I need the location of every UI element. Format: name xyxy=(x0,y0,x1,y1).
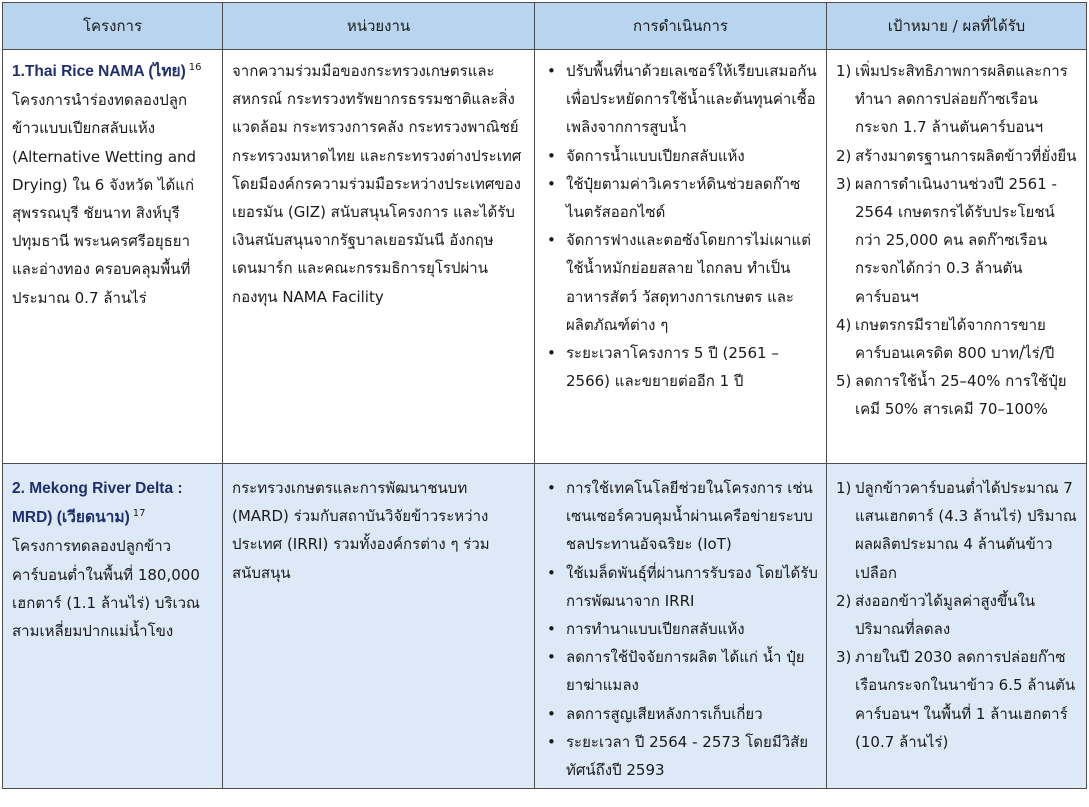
item-text: ผลการดำเนินงานช่วงปี 2561 - 2564 เกษตรกรได้รับประโยชน์กว่า 25,000 คน ลดก๊าซเรือนกระจกได้กว่า 0.3 ล้านตันคาร์บอนฯ xyxy=(855,174,1057,306)
item-text: ลดการใช้น้ำ 25–40% การใช้ปุ๋ยเคมี 50% สารเคมี 70–100% xyxy=(855,372,1067,419)
actions-list xyxy=(544,57,818,395)
item-text: ปลูกข้าวคาร์บอนต่ำได้ประมาณ 7 แสนเฮกตาร์ (4.3 ล้านไร่) ปริมาณผลผลิตประมาณ 4 ล้านตันข้าวเปลือก xyxy=(855,479,1077,582)
list-item: • จัดการฟางและตอซังโดยการไม่เผาแต่ใช้น้ำหมักย่อยสลาย ไถกลบ ทำเป็นอาหารสัตว์ วัสดุทางการเกษตร และผลิตภัณฑ์ต่าง ๆ xyxy=(544,226,818,339)
actions-cell xyxy=(535,464,827,789)
project-title: 2. Mekong River Delta : MRD) (เวียดนาม) xyxy=(12,480,183,527)
list-item: • ใช้ปุ๋ยตามค่าวิเคราะห์ดินช่วยลดก๊าซไนตรัสออกไซด์ xyxy=(544,170,818,226)
projects-table xyxy=(2,2,1087,789)
list-item: • ระยะเวลาโครงการ 5 ปี (2561 – 2566) และขยายต่ออีก 1 ปี xyxy=(544,339,818,395)
actions-list xyxy=(544,474,818,784)
item-number: 1) xyxy=(836,479,852,497)
header-agency: หน่วยงาน xyxy=(223,3,535,50)
header-row xyxy=(3,3,1087,50)
agency-text: จากความร่วมมือของกระทรวงเกษตรและสหกรณ์ กระทรวงทรัพยากรธรรมชาติและสิ่งแวดล้อม กระทรวงการคลัง กระทรวงพาณิชย์ กระทรวงมหาดไทย และกระทรวงต่างประเทศ โดยมีองค์กรความร่วมมือระหว่างประเทศของเยอรมัน (GIZ) สนับสนุนโครงการ และได้รับเงินสนับสนุนจากรัฐบาลเยอรมันนี อังกฤษ เดนมาร์ก และคณะกรรมธิการยุโรปผ่านกองทุน NAMA Facility xyxy=(232,62,522,306)
project-cell xyxy=(3,464,223,789)
item-number: 2) xyxy=(836,146,852,165)
project-description: โครงการทดลองปลูกข้าวคาร์บอนต่ำในพื้นที่ 180,000 เฮกตาร์ (1.1 ล้านไร่) บริเวณสามเหลี่ยมปากแม่น้ำโขง xyxy=(12,537,200,641)
project-title: 1.Thai Rice NAMA (ไทย) xyxy=(12,63,186,80)
list-item xyxy=(836,587,1078,643)
list-item: • การทำนาแบบเปียกสลับแห้ง xyxy=(544,615,818,643)
targets-list xyxy=(836,57,1078,424)
list-item xyxy=(836,311,1078,367)
list-item: • การใช้เทคโนโลยีช่วยในโครงการ เช่น เซนเซอร์ควบคุมน้ำผ่านเครือข่ายระบบชลประทานอัจฉริยะ (IoT) xyxy=(544,474,818,559)
list-item: • ปรับพื้นที่นาด้วยเลเซอร์ให้เรียบเสมอกันเพื่อประหยัดการใช้น้ำและต้นทุนค่าเชื้อเพลิงจากการสูบน้ำ xyxy=(544,57,818,142)
targets-cell xyxy=(827,50,1087,464)
targets-list xyxy=(836,474,1078,756)
footnote-ref: 17 xyxy=(132,508,146,520)
header-project: โครงการ xyxy=(3,3,223,50)
project-description: โครงการนำร่องทดลองปลูกข้าวแบบเปียกสลับแห้ง (Alternative Wetting and Drying) ใน 6 จังหวัด ได้แก่ สุพรรณบุรี ชัยนาท สิงห์บุรี ปทุมธานี พระนครศรีอยุธยา และอ่างทอง ครอบคลุมพื้นที่ประมาณ 0.7 ล้านไร่ xyxy=(12,91,197,307)
item-text: ภายในปี 2030 ลดการปล่อยก๊าซเรือนกระจกในนาข้าว 6.5 ล้านตันคาร์บอนฯ ในพื้นที่ 1 ล้านเฮกตาร์ (10.7 ล้านไร่) xyxy=(855,648,1076,751)
item-number: 5) xyxy=(836,372,852,391)
item-number: 3) xyxy=(836,648,852,667)
header-actions: การดำเนินการ xyxy=(535,3,827,50)
list-item xyxy=(836,367,1078,423)
list-item: • ใช้เมล็ดพันธุ์ที่ผ่านการรับรอง โดยได้รับการพัฒนาจาก IRRI xyxy=(544,559,818,615)
footnote-ref: 16 xyxy=(188,62,202,73)
list-item: • ระยะเวลา ปี 2564 - 2573 โดยมีวิสัยทัศน์ถึงปี 2593 xyxy=(544,728,818,784)
header-targets: เป้าหมาย / ผลที่ได้รับ xyxy=(827,3,1087,50)
agency-cell xyxy=(223,50,535,464)
table-row xyxy=(3,464,1087,789)
item-number: 2) xyxy=(836,591,852,610)
agency-text: กระทรวงเกษตรและการพัฒนาชนบท (MARD) ร่วมกับสถาบันวิจัยข้าวระหว่างประเทศ (IRRI) รวมทั้งองค์กรต่าง ๆ ร่วมสนับสนุน xyxy=(232,479,490,582)
item-text: เพิ่มประสิทธิภาพการผลิตและการทำนา ลดการปล่อยก๊าซเรือนกระจก 1.7 ล้านตันคาร์บอนฯ xyxy=(855,62,1068,137)
targets-cell xyxy=(827,464,1087,789)
item-number: 4) xyxy=(836,315,852,334)
agency-cell xyxy=(223,464,535,789)
list-item: • ลดการใช้ปัจจัยการผลิต ได้แก่ น้ำ ปุ๋ย ยาฆ่าแมลง xyxy=(544,643,818,699)
actions-cell xyxy=(535,50,827,464)
item-text: เกษตรกรมีรายได้จากการขายคาร์บอนเครดิต 800 บาท/ไร่/ปี xyxy=(855,315,1055,363)
list-item xyxy=(836,170,1078,311)
list-item: • ลดการสูญเสียหลังการเก็บเกี่ยว xyxy=(544,700,818,728)
table-row xyxy=(3,50,1087,464)
list-item xyxy=(836,57,1078,142)
item-text: สร้างมาตรฐานการผลิตข้าวที่ยั่งยืน xyxy=(855,146,1077,165)
project-cell xyxy=(3,50,223,464)
list-item xyxy=(836,474,1078,587)
item-number: 3) xyxy=(836,174,852,193)
list-item xyxy=(836,142,1078,170)
list-item xyxy=(836,643,1078,756)
list-item: • จัดการน้ำแบบเปียกสลับแห้ง xyxy=(544,142,818,170)
item-number: 1) xyxy=(836,62,852,80)
item-text: ส่งออกข้าวได้มูลค่าสูงขึ้นในปริมาณที่ลดลง xyxy=(855,591,1036,639)
